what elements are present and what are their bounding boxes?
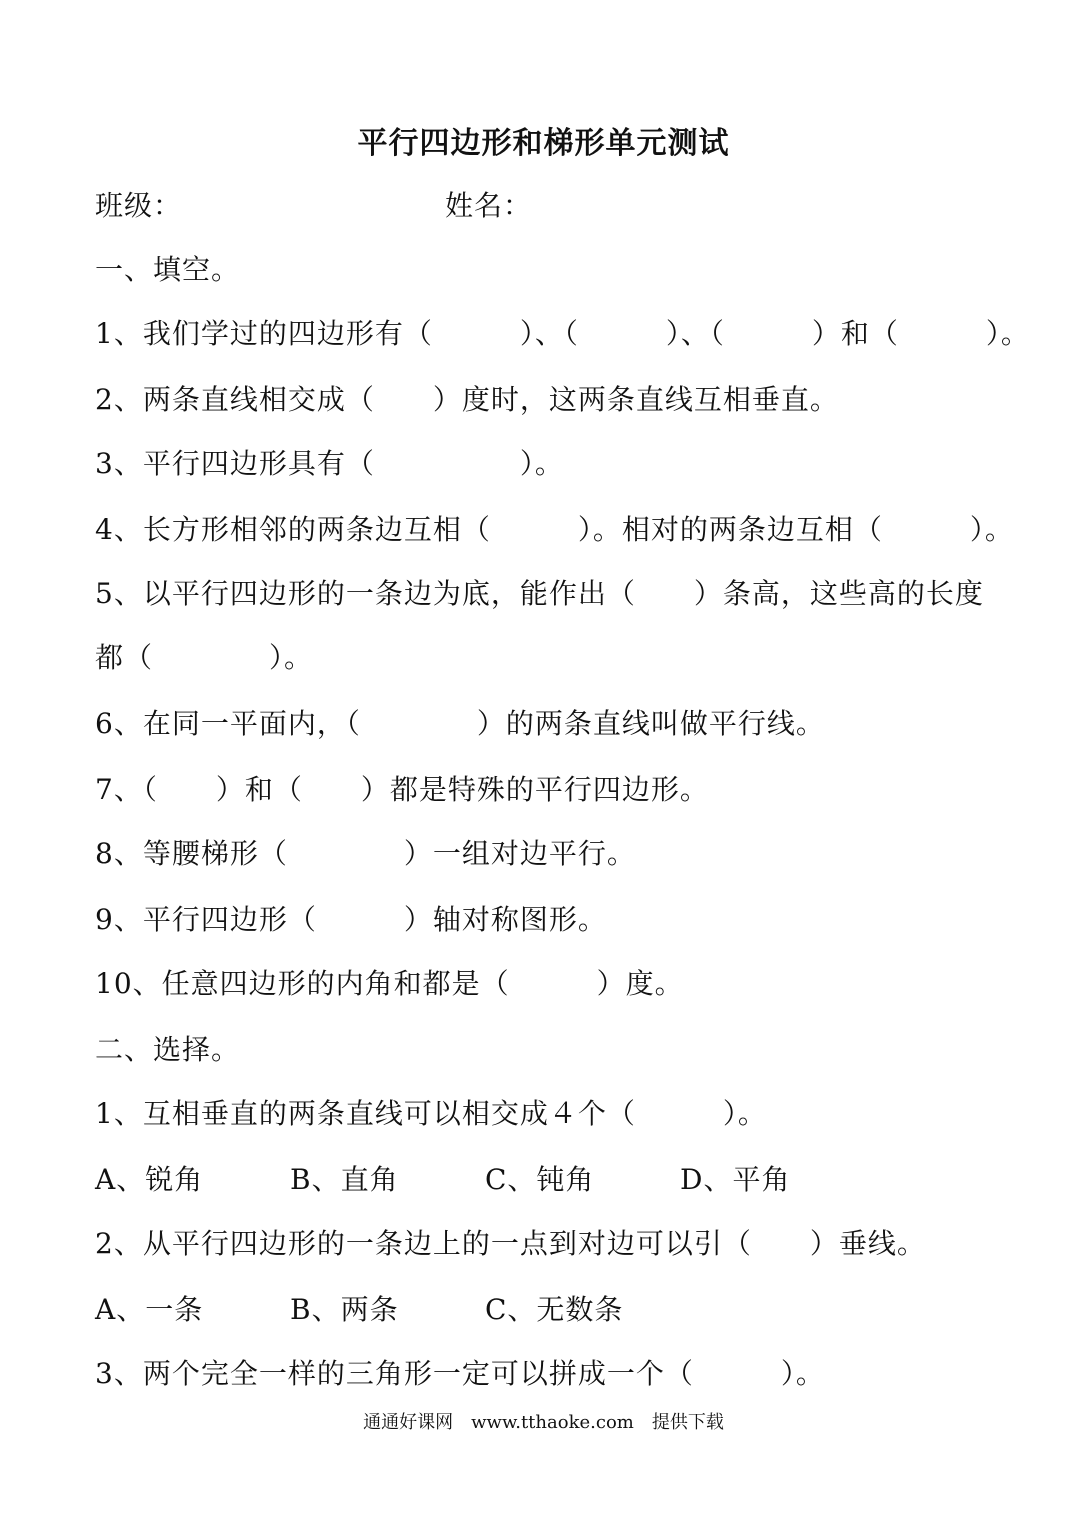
fill-question-5-line-1: 5、以平行四边形的一条边为底，能作出（ ）条高，这些高的长度 <box>95 577 984 610</box>
choice-2-option-a: A、一条 <box>95 1293 204 1326</box>
choice-question-1: 1、互相垂直的两条直线可以相交成４个（ ）。 <box>95 1097 767 1130</box>
fill-question-9: 9、平行四边形（ ）轴对称图形。 <box>95 903 607 936</box>
choice-1-option-d: D、平角 <box>680 1163 791 1196</box>
choice-2-option-c: C、无数条 <box>485 1293 624 1326</box>
class-label: 班级： <box>95 189 183 222</box>
fill-question-10: 10、任意四边形的内角和都是（ ）度。 <box>95 967 684 1000</box>
choice-1-option-b: B、直角 <box>290 1163 399 1196</box>
choice-1-option-a: A、锐角 <box>95 1163 204 1196</box>
section-heading-choice: 二、选择。 <box>95 1033 241 1066</box>
choice-1-option-c: C、钝角 <box>485 1163 595 1196</box>
fill-question-3: 3、平行四边形具有（ ）。 <box>95 447 564 480</box>
name-label: 姓名： <box>445 189 533 222</box>
fill-question-2: 2、两条直线相交成（ ）度时，这两条直线互相垂直。 <box>95 383 839 416</box>
fill-question-7: 7、（ ）和（ ）都是特殊的平行四边形。 <box>95 773 709 806</box>
choice-2-option-b: B、两条 <box>290 1293 399 1326</box>
fill-question-5-line-2: 都（ ）。 <box>95 641 314 674</box>
footer-credit: 通通好课网 www.tthaoke.com 提供下载 <box>363 1412 724 1433</box>
choice-question-3: 3、两个完全一样的三角形一定可以拼成一个（ ）。 <box>95 1357 825 1390</box>
fill-question-4: 4、长方形相邻的两条边互相（ ）。相对的两条边互相（ ）。 <box>95 513 1014 546</box>
fill-question-6: 6、在同一平面内，（ ）的两条直线叫做平行线。 <box>95 707 825 740</box>
fill-question-1: 1、我们学过的四边形有（ ）、（ ）、（ ）和（ ）。 <box>95 317 1030 350</box>
page-title: 平行四边形和梯形单元测试 <box>357 126 730 161</box>
section-heading-fill: 一、填空。 <box>95 253 241 286</box>
fill-question-8: 8、等腰梯形（ ）一组对边平行。 <box>95 837 636 870</box>
choice-question-2: 2、从平行四边形的一条边上的一点到对边可以引（ ）垂线。 <box>95 1227 926 1260</box>
